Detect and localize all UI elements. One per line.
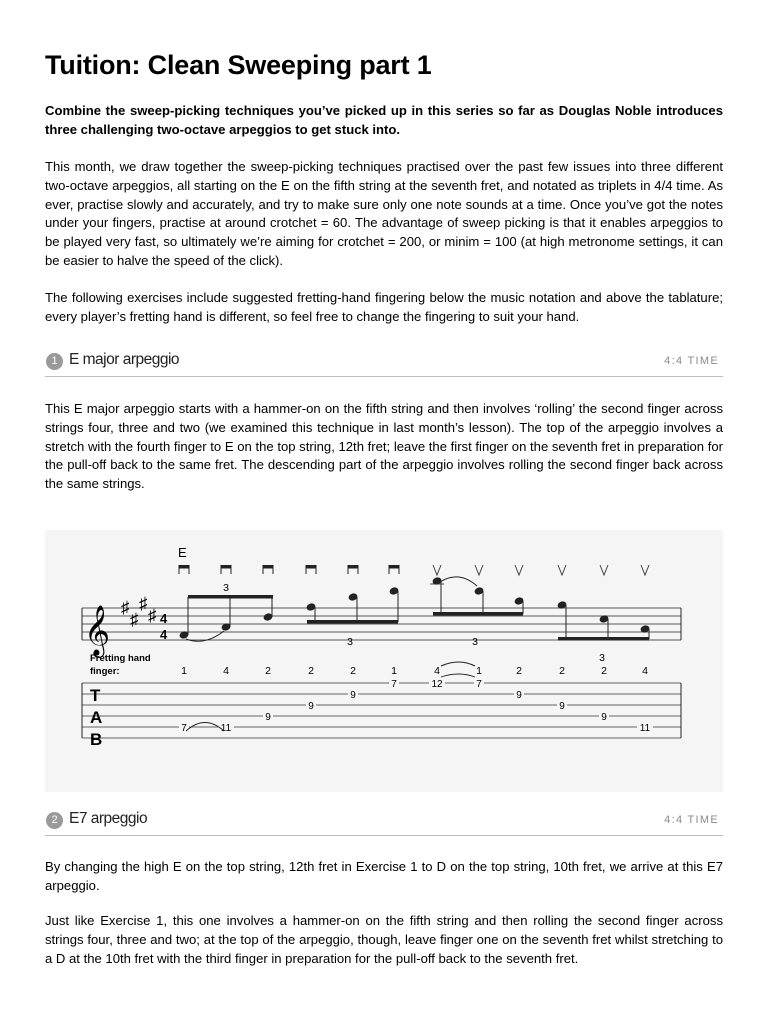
time-signature-label: 4:4 TIME xyxy=(664,355,719,367)
time-signature-label: 4:4 TIME xyxy=(664,814,719,826)
notation-figure xyxy=(45,530,723,792)
section-title: E major arpeggio xyxy=(69,351,180,368)
triplet-number: 3 xyxy=(223,582,229,594)
fingering-number: 2 xyxy=(516,665,522,677)
tab-fret-number: 9 xyxy=(350,690,356,701)
tab-fret-number: 11 xyxy=(639,723,651,734)
slur xyxy=(440,577,477,586)
section-header-e-major xyxy=(45,350,723,377)
beam xyxy=(558,637,649,641)
body-paragraph-5: Just like Exercise 1, this one involves a hammer-on on the fifth string and then rolling the second finger across strings four, three and two; at the top of the arpeggio, though, leave finger one on the seventh fret whilst stretching to a D at the 10th fret with the third finger in preparation for the pull-off back to the seventh fret. xyxy=(45,913,723,966)
tab-clef-letter: T xyxy=(90,686,101,705)
chord-symbol: E xyxy=(178,545,187,560)
tab-fret-number: 9 xyxy=(516,690,522,701)
notation-svg xyxy=(45,530,723,792)
beam xyxy=(433,612,523,616)
fingering-number: 1 xyxy=(181,665,187,677)
body-paragraph-3: This E major arpeggio starts with a hammer-on on the fifth string and then involves ‘rolling’ the second finger across strings four, three and two (we examined this technique in last month’s lesson). The top of the arpeggio involves a stretch with the fourth finger to E on the top string, 12th fret; leave the first finger on the seventh fret in preparation for the pull-off back to the same fret. The descending part of the arpeggio involves rolling the second finger back across the same strings. xyxy=(45,401,723,492)
fingering-label: finger: xyxy=(90,666,120,677)
time-signature-bottom: 4 xyxy=(160,627,168,642)
section-number-badge: 1 xyxy=(46,353,63,370)
fingering-number: 2 xyxy=(350,665,356,677)
downstroke-icon xyxy=(263,565,273,569)
slur xyxy=(441,662,475,666)
tab-clef-letter: B xyxy=(90,730,103,749)
tab-fret-number: 7 xyxy=(181,723,187,734)
fingering-number: 1 xyxy=(476,665,482,677)
tab-fret-number: 11 xyxy=(220,723,232,734)
downstroke-icon xyxy=(389,565,399,569)
fingering-number: 1 xyxy=(391,665,397,677)
time-signature-top: 4 xyxy=(160,611,168,626)
upstroke-icon xyxy=(515,565,523,575)
tab-fret-number: 12 xyxy=(431,679,443,690)
tab-fret-number: 9 xyxy=(265,712,271,723)
slur xyxy=(441,674,475,677)
beam xyxy=(188,595,273,599)
downstroke-icon xyxy=(179,565,189,569)
section-title: E7 arpeggio xyxy=(69,810,148,827)
tab-fret-number: 9 xyxy=(559,701,565,712)
triplet-number: 3 xyxy=(599,652,605,664)
fingering-number: 2 xyxy=(308,665,314,677)
triplet-number: 3 xyxy=(472,636,478,648)
sharp-accidental: ♯ xyxy=(139,594,148,613)
fingering-number: 4 xyxy=(642,665,648,677)
treble-clef-icon: 𝄞 xyxy=(84,606,111,655)
body-paragraph-2: The following exercises include suggested fretting-hand fingering below the music notation and above the tablature; every player’s fretting hand is different, so feel free to change the fingering to suit your hand. xyxy=(45,290,723,324)
sharp-accidental: ♯ xyxy=(148,606,157,625)
tab-fret-number: 9 xyxy=(601,712,607,723)
upstroke-icon xyxy=(433,565,441,575)
fingering-label: Fretting hand xyxy=(90,653,151,664)
body-paragraph-4: By changing the high E on the top string, 12th fret in Exercise 1 to D on the top string, 10th fret, we arrive at this E7 arpeggio. xyxy=(45,859,723,893)
downstroke-icon xyxy=(306,565,316,569)
beam xyxy=(307,620,398,624)
upstroke-icon xyxy=(641,565,649,575)
tab-fret-number: 7 xyxy=(476,679,482,690)
fingering-number: 4 xyxy=(223,665,229,677)
intro-paragraph: Combine the sweep-picking techniques you’ve picked up in this series so far as Douglas Noble introduces three challenging two-octave arpeggios to get stuck into. xyxy=(45,103,723,137)
fingering-number: 2 xyxy=(265,665,271,677)
fingering-number: 2 xyxy=(601,665,607,677)
downstroke-icon xyxy=(221,565,231,569)
section-number-badge: 2 xyxy=(46,812,63,829)
sharp-accidental: ♯ xyxy=(130,610,139,629)
sharp-accidental: ♯ xyxy=(121,598,130,617)
upstroke-icon xyxy=(475,565,483,575)
tab-fret-number: 9 xyxy=(308,701,314,712)
fingering-number: 4 xyxy=(434,665,440,677)
tab-clef-letter: A xyxy=(90,708,103,727)
upstroke-icon xyxy=(600,565,608,575)
fingering-number: 2 xyxy=(559,665,565,677)
body-paragraph-1: This month, we draw together the sweep-picking techniques practised over the past few issues into three different two-octave arpeggios, all starting on the E on the fifth string at the seventh fret, and notated as triplets in 4/4 time. As ever, practise slowly and accurately, and try to make sure only one note sounds at a time. Once you’ve got the notes under your fingers, practise at around crotchet = 60. The advantage of sweep picking is that it enables arpeggios to be played very fast, so ultimately we’re aiming for crotchet = 200, or minim = 100 (at high metronome settings, it can be easier to halve the speed of the click). xyxy=(45,159,723,268)
page-title: Tuition: Clean Sweeping part 1 xyxy=(45,50,432,80)
tab-fret-number: 7 xyxy=(391,679,397,690)
section-header-e7 xyxy=(45,809,723,836)
downstroke-icon xyxy=(348,565,358,569)
triplet-number: 3 xyxy=(347,636,353,648)
upstroke-icon xyxy=(558,565,566,575)
